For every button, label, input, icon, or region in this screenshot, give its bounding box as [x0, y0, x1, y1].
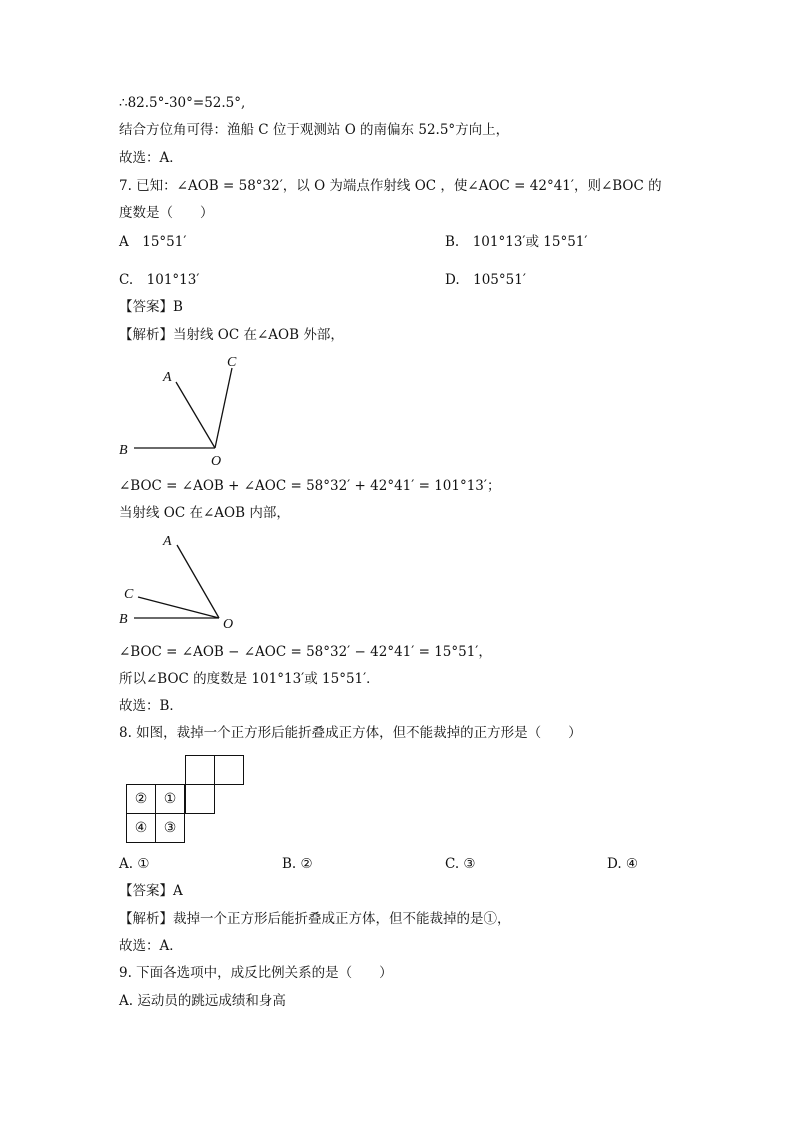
label-o: O: [223, 617, 234, 632]
label-c: C: [227, 355, 237, 370]
q8-option-c: C. ③: [445, 856, 476, 872]
text-line-bearing: 结合方位角可得：渔船 C 位于观测站 O 的南偏东 52.5°方向上，: [119, 122, 510, 138]
net-square-4: ④: [126, 813, 156, 843]
question-7-stem-cont: 度数是（ ）: [119, 205, 214, 221]
q8-option-b: B. ②: [282, 856, 313, 872]
net-square-top-1: [185, 755, 215, 785]
label-b: B: [119, 612, 128, 627]
equation-sum: ∠BOC = ∠AOB + ∠AOC = 58°32′ + 42°41′ = 101°13′；: [119, 478, 501, 494]
ray-oc: [215, 368, 232, 448]
q7-explanation: 【解析】当射线 OC 在∠AOB 外部，: [119, 327, 344, 343]
q8-option-a: A. ①: [119, 856, 150, 872]
figure-oc-inside: [110, 528, 250, 636]
case-inside: 当射线 OC 在∠AOB 内部，: [119, 505, 290, 521]
net-square-middle: [185, 784, 215, 814]
q8-explanation: 【解析】裁掉一个正方形后能折叠成正方体，但不能裁掉的是①，: [119, 911, 511, 927]
ray-oa: [176, 382, 215, 448]
ray-oa: [177, 545, 219, 618]
question-8-stem: 8. 如图，裁掉一个正方形后能折叠成正方体，但不能裁掉的正方形是（ ）: [119, 725, 582, 741]
q8-answer: 【答案】A: [119, 883, 183, 899]
q7-selection: 故选：B．: [119, 698, 183, 714]
ray-oc: [138, 597, 219, 618]
net-square-1: ①: [155, 784, 185, 814]
q9-option-a: A. 运动员的跳远成绩和身高: [119, 993, 286, 1009]
question-9-stem: 9. 下面各选项中，成反比例关系的是（ ）: [119, 965, 393, 981]
equation-difference: ∠BOC = ∠AOB − ∠AOC = 58°32′ − 42°41′ = 15°51′，: [119, 644, 492, 660]
net-square-top-2: [214, 755, 244, 785]
label-o: O: [211, 454, 222, 469]
question-7-stem: 7. 已知：∠AOB = 58°32′，以 O 为端点作射线 OC ，使∠AOC = 42°41′，则∠BOC 的: [119, 178, 662, 194]
label-b: B: [119, 443, 128, 458]
q7-conclusion: 所以∠BOC 的度数是 101°13′或 15°51′．: [119, 671, 380, 687]
net-square-2: ②: [126, 784, 156, 814]
net-square-3: ③: [155, 813, 185, 843]
q8-option-d: D. ④: [607, 856, 639, 872]
text-line-derivation: ∴82.5°-30°=52.5°,: [119, 95, 246, 111]
figure-oc-outside: [110, 350, 250, 470]
q7-option-a: A 15°51′: [119, 234, 187, 250]
q7-answer: 【答案】B: [119, 299, 183, 315]
label-c: C: [124, 587, 134, 602]
q7-option-d: D. 105°51′: [445, 272, 526, 288]
q7-option-c: C. 101°13′: [119, 272, 200, 288]
label-a: A: [163, 370, 172, 385]
q8-selection: 故选：A．: [119, 938, 183, 954]
text-line-select-a: 故选：A．: [119, 150, 183, 166]
q7-option-b: B. 101°13′或 15°51′: [445, 234, 588, 250]
label-a: A: [163, 534, 172, 549]
